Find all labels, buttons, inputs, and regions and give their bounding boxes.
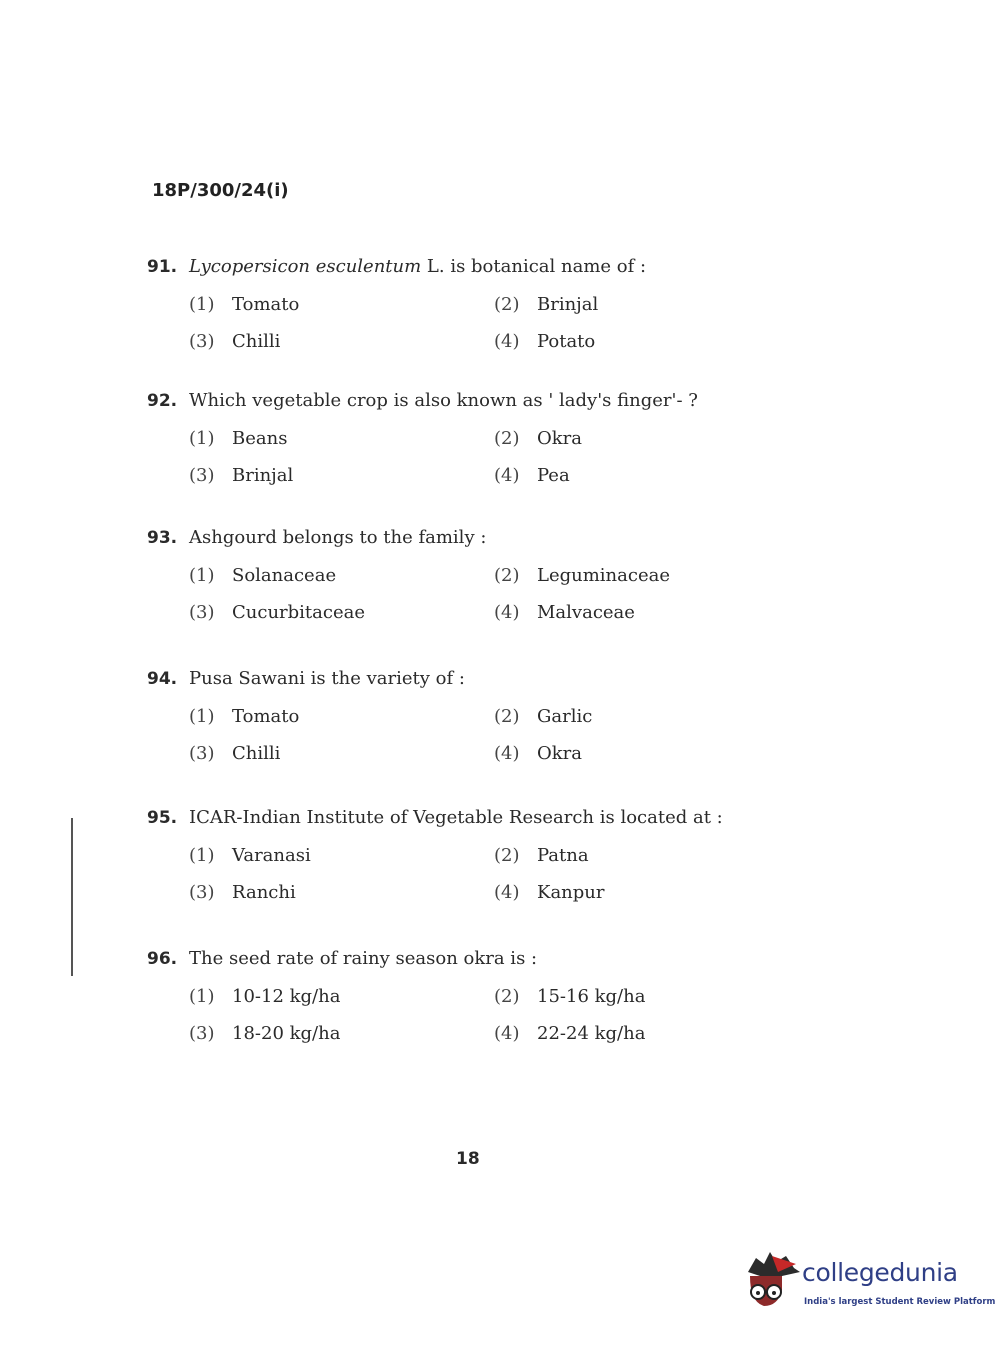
- option-3[interactable]: (3) Chilli: [189, 743, 281, 764]
- options: [189, 293, 867, 354]
- question-text: Ashgourd belongs to the family :: [189, 527, 487, 548]
- question-text-italic: Lycopersicon esculentum: [189, 256, 422, 277]
- question-text: Which vegetable crop is also known as ' lady's finger'- ?: [189, 390, 698, 411]
- question-number: 92.: [147, 391, 178, 411]
- option-2[interactable]: (2) Leguminaceae: [494, 565, 670, 586]
- options: [189, 427, 867, 488]
- option-1[interactable]: (1) Beans: [189, 428, 288, 449]
- option-4[interactable]: (4) 22-24 kg/ha: [494, 1023, 646, 1044]
- option-4[interactable]: (4) Kanpur: [494, 882, 605, 903]
- page-number: 18: [456, 1149, 480, 1169]
- options: [189, 844, 867, 905]
- question-text: L. is botanical name of :: [421, 256, 647, 277]
- paper-code: 18P/300/24(i): [152, 180, 289, 201]
- collegedunia-mascot-icon: [742, 1250, 800, 1312]
- option-1[interactable]: (1) Tomato: [189, 294, 300, 315]
- question-text: The seed rate of rainy season okra is :: [189, 948, 538, 969]
- option-4[interactable]: (4) Okra: [494, 743, 582, 764]
- option-2[interactable]: (2) Garlic: [494, 706, 593, 727]
- option-3[interactable]: (3) 18-20 kg/ha: [189, 1023, 341, 1044]
- question-93: [147, 526, 867, 625]
- options: [189, 564, 867, 625]
- option-3[interactable]: (3) Chilli: [189, 331, 281, 352]
- option-4[interactable]: (4) Potato: [494, 331, 596, 352]
- option-2[interactable]: (2) Brinjal: [494, 294, 599, 315]
- question-95: [147, 806, 867, 905]
- question-91: [147, 255, 867, 354]
- options: [189, 985, 867, 1046]
- question-94: [147, 667, 867, 766]
- option-4[interactable]: (4) Pea: [494, 465, 570, 486]
- option-1[interactable]: (1) Solanaceae: [189, 565, 337, 586]
- collegedunia-logo[interactable]: [742, 1248, 996, 1318]
- option-3[interactable]: (3) Brinjal: [189, 465, 294, 486]
- logo-tagline: India's largest Student Review Platform: [804, 1297, 996, 1307]
- option-4[interactable]: (4) Malvaceae: [494, 602, 635, 623]
- option-3[interactable]: (3) Cucurbitaceae: [189, 602, 366, 623]
- margin-line: [71, 818, 73, 976]
- option-1[interactable]: (1) Varanasi: [189, 845, 311, 866]
- option-1[interactable]: (1) Tomato: [189, 706, 300, 727]
- options: [189, 705, 867, 766]
- option-3[interactable]: (3) Ranchi: [189, 882, 296, 903]
- question-92: [147, 389, 867, 488]
- question-number: 94.: [147, 669, 178, 689]
- question-text: ICAR-Indian Institute of Vegetable Research is located at :: [189, 807, 723, 828]
- option-2[interactable]: (2) Patna: [494, 845, 589, 866]
- question-number: 96.: [147, 949, 178, 969]
- question-text: Pusa Sawani is the variety of :: [189, 668, 465, 689]
- question-number: 91.: [147, 257, 178, 277]
- option-1[interactable]: (1) 10-12 kg/ha: [189, 986, 341, 1007]
- question-96: [147, 947, 867, 1046]
- logo-wordmark: collegedunia: [802, 1258, 958, 1287]
- question-number: 93.: [147, 528, 178, 548]
- question-number: 95.: [147, 808, 178, 828]
- option-2[interactable]: (2) Okra: [494, 428, 582, 449]
- option-2[interactable]: (2) 15-16 kg/ha: [494, 986, 646, 1007]
